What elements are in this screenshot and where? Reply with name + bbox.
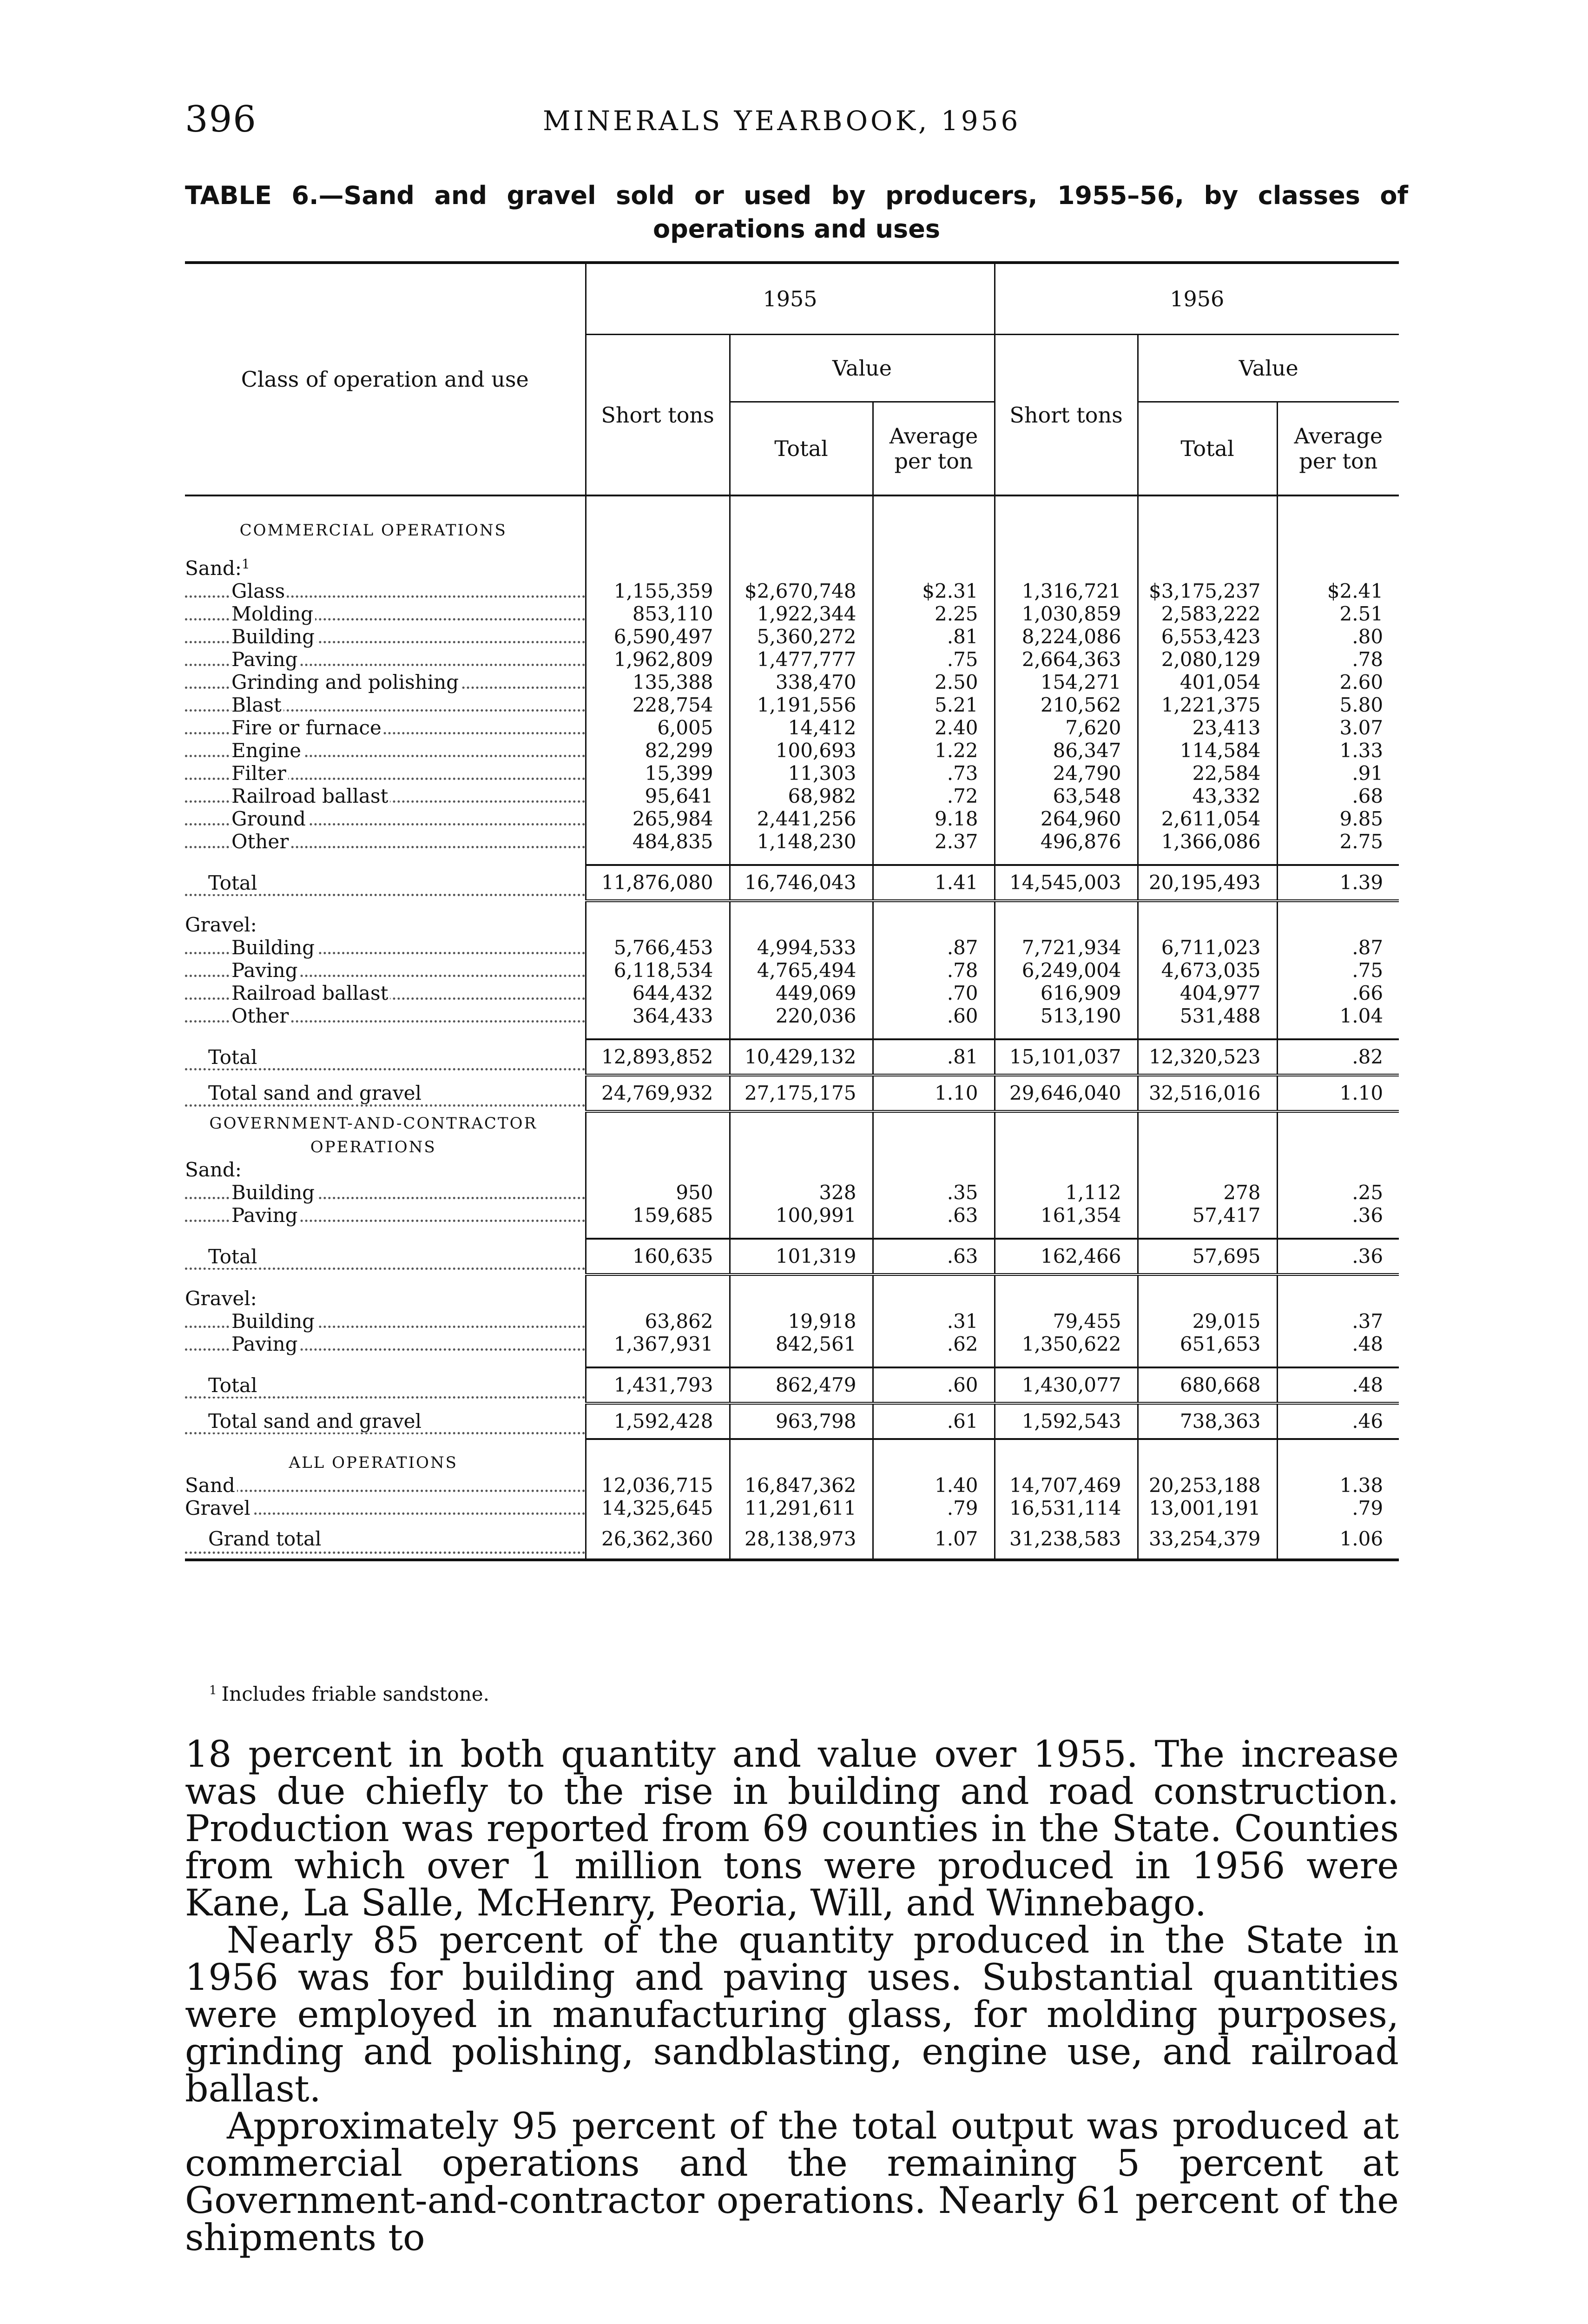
cell-average-per-ton-1955: .60 bbox=[873, 1004, 995, 1027]
cell-average-per-ton-1956: 1.39 bbox=[1277, 865, 1399, 901]
row-label: COMMERCIAL OPERATIONS bbox=[239, 521, 507, 540]
row-label: Paving bbox=[185, 1333, 586, 1355]
table-caption bbox=[185, 179, 1408, 246]
cell-total-value-1956: 32,516,016 bbox=[1138, 1075, 1277, 1111]
cell-short-tons-1955: 265,984 bbox=[586, 807, 730, 830]
cell-average-per-ton-1955: 9.18 bbox=[873, 807, 995, 830]
row-label: GOVERNMENT-AND-CONTRACTOR bbox=[209, 1114, 538, 1133]
table-row bbox=[185, 762, 1399, 785]
cell-average-per-ton-1955: 5.21 bbox=[873, 693, 995, 716]
cell-total-value-1956: $3,175,237 bbox=[1138, 580, 1277, 602]
paragraph: 18 percent in both quantity and value over 1955. The increase was due chiefly to the rise in building and road construction. Production was reported from 69 counties in the State. Counties from which over 1 million tons were produced in 1956 were Kane, La Salle, McHenry, Peoria, Will, and Winnebago. bbox=[185, 1733, 1399, 1924]
cell-short-tons-1955: 135,388 bbox=[586, 671, 730, 693]
cell-total-value-1955: 28,138,973 bbox=[730, 1519, 873, 1560]
cell-total-value-1956: 57,695 bbox=[1138, 1239, 1277, 1274]
cell-short-tons-1956: 79,455 bbox=[995, 1310, 1138, 1333]
cell-total-value-1955: 4,765,494 bbox=[730, 959, 873, 982]
header-value-1956: Value bbox=[1138, 335, 1399, 402]
total-sand-gravel-row bbox=[185, 1075, 1399, 1111]
row-label: Total bbox=[185, 1039, 586, 1075]
row-label: Other bbox=[185, 830, 586, 853]
cell-total-value-1955: 10,429,132 bbox=[730, 1039, 873, 1075]
row-label: Building bbox=[185, 936, 586, 959]
table-row bbox=[185, 716, 1399, 739]
cell-average-per-ton-1955: 2.40 bbox=[873, 716, 995, 739]
cell-total-value-1955: 14,412 bbox=[730, 716, 873, 739]
cell-average-per-ton-1955: 1.10 bbox=[873, 1075, 995, 1111]
row-label: Railroad ballast bbox=[185, 982, 586, 1004]
row-label: Building bbox=[185, 1310, 586, 1333]
cell-average-per-ton-1955: .63 bbox=[873, 1204, 995, 1227]
page-number: 396 bbox=[185, 99, 257, 140]
group-label-sand bbox=[185, 553, 1399, 580]
table-caption-line2: operations and uses bbox=[653, 214, 940, 244]
cell-average-per-ton-1956: 1.33 bbox=[1277, 739, 1399, 762]
table-row bbox=[185, 807, 1399, 830]
cell-average-per-ton-1956: 1.10 bbox=[1277, 1075, 1399, 1111]
cell-average-per-ton-1955: .73 bbox=[873, 762, 995, 785]
cell-total-value-1956: 6,553,423 bbox=[1138, 625, 1277, 648]
total-row bbox=[185, 1039, 1399, 1075]
table-row bbox=[185, 785, 1399, 807]
table-row bbox=[185, 959, 1399, 982]
cell-short-tons-1955: 950 bbox=[586, 1181, 730, 1204]
cell-average-per-ton-1955: .87 bbox=[873, 936, 995, 959]
cell-average-per-ton-1956: .25 bbox=[1277, 1181, 1399, 1204]
header-total-1955: Total bbox=[730, 402, 873, 496]
cell-total-value-1955: 328 bbox=[730, 1181, 873, 1204]
table-row bbox=[185, 625, 1399, 648]
cell-short-tons-1955: 82,299 bbox=[586, 739, 730, 762]
table-caption-line1: TABLE 6.—Sand and gravel sold or used by producers, 1955–56, by classes of bbox=[185, 181, 1408, 210]
cell-short-tons-1956: 154,271 bbox=[995, 671, 1138, 693]
cell-total-value-1956: 6,711,023 bbox=[1138, 936, 1277, 959]
cell-short-tons-1956: 86,347 bbox=[995, 739, 1138, 762]
cell-short-tons-1956: 7,620 bbox=[995, 716, 1138, 739]
cell-total-value-1955: 100,991 bbox=[730, 1204, 873, 1227]
row-label: Fire or furnace bbox=[185, 716, 586, 739]
cell-total-value-1956: 13,001,191 bbox=[1138, 1497, 1277, 1519]
cell-short-tons-1955: 11,876,080 bbox=[586, 865, 730, 901]
group-label-gravel bbox=[185, 1287, 1399, 1310]
cell-total-value-1956: 1,221,375 bbox=[1138, 693, 1277, 716]
cell-short-tons-1956: 1,592,543 bbox=[995, 1403, 1138, 1439]
row-label: Total bbox=[185, 1367, 586, 1403]
cell-total-value-1955: 27,175,175 bbox=[730, 1075, 873, 1111]
cell-average-per-ton-1956: .36 bbox=[1277, 1239, 1399, 1274]
table-footnote: $^1$ Includes friable sandstone. bbox=[209, 1683, 489, 1705]
cell-average-per-ton-1956: .48 bbox=[1277, 1333, 1399, 1355]
cell-short-tons-1956: 24,790 bbox=[995, 762, 1138, 785]
row-label: Grinding and polishing bbox=[185, 671, 586, 693]
cell-total-value-1956: 33,254,379 bbox=[1138, 1519, 1277, 1560]
cell-average-per-ton-1956: .78 bbox=[1277, 648, 1399, 671]
row-label: Paving bbox=[185, 1204, 586, 1227]
cell-average-per-ton-1956: 9.85 bbox=[1277, 807, 1399, 830]
row-label: Blast bbox=[185, 693, 586, 716]
row-label: Ground bbox=[185, 807, 586, 830]
cell-total-value-1955: 963,798 bbox=[730, 1403, 873, 1439]
row-label: Sand: bbox=[185, 1158, 242, 1181]
cell-average-per-ton-1956: 5.80 bbox=[1277, 693, 1399, 716]
cell-short-tons-1955: 1,431,793 bbox=[586, 1367, 730, 1403]
row-label: Total bbox=[185, 1239, 586, 1274]
cell-total-value-1955: 5,360,272 bbox=[730, 625, 873, 648]
cell-total-value-1956: 680,668 bbox=[1138, 1367, 1277, 1403]
cell-average-per-ton-1956: 1.38 bbox=[1277, 1474, 1399, 1497]
cell-total-value-1956: 43,332 bbox=[1138, 785, 1277, 807]
cell-average-per-ton-1955: .70 bbox=[873, 982, 995, 1004]
cell-short-tons-1956: 8,224,086 bbox=[995, 625, 1138, 648]
cell-total-value-1956: 1,366,086 bbox=[1138, 830, 1277, 853]
cell-total-value-1956: 57,417 bbox=[1138, 1204, 1277, 1227]
cell-short-tons-1955: 24,769,932 bbox=[586, 1075, 730, 1111]
cell-total-value-1956: 20,195,493 bbox=[1138, 865, 1277, 901]
cell-short-tons-1955: 1,367,931 bbox=[586, 1333, 730, 1355]
cell-total-value-1956: 29,015 bbox=[1138, 1310, 1277, 1333]
cell-average-per-ton-1956: .82 bbox=[1277, 1039, 1399, 1075]
cell-average-per-ton-1955: .60 bbox=[873, 1367, 995, 1403]
cell-average-per-ton-1955: 1.07 bbox=[873, 1519, 995, 1560]
cell-short-tons-1956: 210,562 bbox=[995, 693, 1138, 716]
cell-total-value-1955: 4,994,533 bbox=[730, 936, 873, 959]
cell-short-tons-1956: 1,350,622 bbox=[995, 1333, 1138, 1355]
paragraph: Nearly 85 percent of the quantity produced in the State in 1956 was for building and paving uses. Substantial quantities were employed in manufacturing glass, for molding purposes, grinding and polishing, sandblasting, engine use, and railroad ballast. bbox=[185, 1919, 1399, 2110]
cell-average-per-ton-1956: .46 bbox=[1277, 1403, 1399, 1439]
row-label: Sand:$^1$ bbox=[185, 556, 250, 580]
row-label: Paving bbox=[185, 648, 586, 671]
cell-short-tons-1956: 496,876 bbox=[995, 830, 1138, 853]
group-label-sand bbox=[185, 1158, 1399, 1181]
section-government-line1 bbox=[185, 1111, 1399, 1136]
cell-short-tons-1956: 1,030,859 bbox=[995, 602, 1138, 625]
table-row bbox=[185, 580, 1399, 602]
cell-total-value-1955: 100,693 bbox=[730, 739, 873, 762]
header-average-1956: Average per ton bbox=[1277, 402, 1399, 496]
table-row bbox=[185, 671, 1399, 693]
table-row bbox=[185, 1004, 1399, 1027]
header-average-1955: Average per ton bbox=[873, 402, 995, 496]
page-header-title: MINERALS YEARBOOK, 1956 bbox=[543, 105, 1021, 137]
row-label: Total sand and gravel bbox=[185, 1403, 586, 1439]
row-label: Filter bbox=[185, 762, 586, 785]
cell-short-tons-1955: 1,592,428 bbox=[586, 1403, 730, 1439]
cell-average-per-ton-1956: 3.07 bbox=[1277, 716, 1399, 739]
cell-short-tons-1956: 1,316,721 bbox=[995, 580, 1138, 602]
paragraph: Approximately 95 percent of the total output was produced at commercial operations and the remaining 5 percent at Government-and-contractor operations. Nearly 61 percent of the shipments to bbox=[185, 2105, 1399, 2259]
cell-total-value-1956: 114,584 bbox=[1138, 739, 1277, 762]
cell-short-tons-1956: 2,664,363 bbox=[995, 648, 1138, 671]
cell-average-per-ton-1955: .81 bbox=[873, 1039, 995, 1075]
grand-total-row bbox=[185, 1519, 1399, 1560]
group-label-gravel bbox=[185, 913, 1399, 936]
cell-short-tons-1956: 6,249,004 bbox=[995, 959, 1138, 982]
table-row bbox=[185, 693, 1399, 716]
cell-total-value-1955: 2,441,256 bbox=[730, 807, 873, 830]
cell-short-tons-1955: 95,641 bbox=[586, 785, 730, 807]
cell-short-tons-1955: 6,005 bbox=[586, 716, 730, 739]
cell-total-value-1956: 4,673,035 bbox=[1138, 959, 1277, 982]
cell-total-value-1955: 338,470 bbox=[730, 671, 873, 693]
cell-average-per-ton-1955: .62 bbox=[873, 1333, 995, 1355]
row-label: Gravel bbox=[185, 1497, 586, 1519]
cell-short-tons-1956: 161,354 bbox=[995, 1204, 1138, 1227]
cell-total-value-1956: 22,584 bbox=[1138, 762, 1277, 785]
table-row bbox=[185, 1181, 1399, 1204]
cell-short-tons-1956: 16,531,114 bbox=[995, 1497, 1138, 1519]
cell-total-value-1956: 401,054 bbox=[1138, 671, 1277, 693]
cell-average-per-ton-1955: .79 bbox=[873, 1497, 995, 1519]
cell-total-value-1955: 101,319 bbox=[730, 1239, 873, 1274]
cell-total-value-1955: 220,036 bbox=[730, 1004, 873, 1027]
cell-short-tons-1955: 644,432 bbox=[586, 982, 730, 1004]
table-row bbox=[185, 1497, 1399, 1519]
cell-total-value-1955: 68,982 bbox=[730, 785, 873, 807]
cell-total-value-1955: 1,148,230 bbox=[730, 830, 873, 853]
row-label: Building bbox=[185, 625, 586, 648]
cell-average-per-ton-1955: 2.25 bbox=[873, 602, 995, 625]
cell-short-tons-1956: 15,101,037 bbox=[995, 1039, 1138, 1075]
body-text bbox=[185, 1733, 1399, 2259]
cell-average-per-ton-1956: 2.60 bbox=[1277, 671, 1399, 693]
cell-average-per-ton-1955: 2.50 bbox=[873, 671, 995, 693]
cell-average-per-ton-1956: .87 bbox=[1277, 936, 1399, 959]
table-row bbox=[185, 1204, 1399, 1227]
cell-average-per-ton-1955: .81 bbox=[873, 625, 995, 648]
row-label: Total sand and gravel bbox=[185, 1075, 586, 1111]
cell-short-tons-1955: 14,325,645 bbox=[586, 1497, 730, 1519]
cell-average-per-ton-1956: .91 bbox=[1277, 762, 1399, 785]
sand-gravel-table bbox=[185, 261, 1399, 1561]
cell-average-per-ton-1956: 1.06 bbox=[1277, 1519, 1399, 1560]
cell-short-tons-1955: 1,155,359 bbox=[586, 580, 730, 602]
cell-short-tons-1955: 6,118,534 bbox=[586, 959, 730, 982]
cell-average-per-ton-1955: .35 bbox=[873, 1181, 995, 1204]
table-row bbox=[185, 648, 1399, 671]
row-label: Total bbox=[185, 865, 586, 901]
cell-average-per-ton-1955: $2.31 bbox=[873, 580, 995, 602]
section-commercial-operations bbox=[185, 519, 1399, 541]
table-row bbox=[185, 602, 1399, 625]
cell-average-per-ton-1956: $2.41 bbox=[1277, 580, 1399, 602]
total-row bbox=[185, 1239, 1399, 1274]
cell-total-value-1955: 19,918 bbox=[730, 1310, 873, 1333]
header-year-1956: 1956 bbox=[995, 263, 1399, 335]
cell-total-value-1955: 862,479 bbox=[730, 1367, 873, 1403]
cell-short-tons-1955: 26,362,360 bbox=[586, 1519, 730, 1560]
cell-average-per-ton-1955: .78 bbox=[873, 959, 995, 982]
cell-average-per-ton-1956: .48 bbox=[1277, 1367, 1399, 1403]
table-row bbox=[185, 1310, 1399, 1333]
cell-total-value-1956: 20,253,188 bbox=[1138, 1474, 1277, 1497]
total-sand-gravel-row bbox=[185, 1403, 1399, 1439]
row-label: Grand total bbox=[185, 1519, 586, 1560]
cell-short-tons-1955: 5,766,453 bbox=[586, 936, 730, 959]
cell-short-tons-1956: 264,960 bbox=[995, 807, 1138, 830]
row-label: OPERATIONS bbox=[310, 1137, 436, 1156]
cell-average-per-ton-1956: 2.51 bbox=[1277, 602, 1399, 625]
cell-short-tons-1955: 12,036,715 bbox=[586, 1474, 730, 1497]
cell-short-tons-1955: 6,590,497 bbox=[586, 625, 730, 648]
cell-short-tons-1956: 616,909 bbox=[995, 982, 1138, 1004]
cell-total-value-1956: 278 bbox=[1138, 1181, 1277, 1204]
cell-short-tons-1955: 160,635 bbox=[586, 1239, 730, 1274]
cell-average-per-ton-1955: .75 bbox=[873, 648, 995, 671]
cell-short-tons-1955: 63,862 bbox=[586, 1310, 730, 1333]
cell-average-per-ton-1955: 2.37 bbox=[873, 830, 995, 853]
cell-average-per-ton-1955: .63 bbox=[873, 1239, 995, 1274]
row-label: Glass bbox=[185, 580, 586, 602]
row-label: Gravel: bbox=[185, 913, 257, 936]
cell-total-value-1955: 1,922,344 bbox=[730, 602, 873, 625]
cell-total-value-1955: 16,847,362 bbox=[730, 1474, 873, 1497]
table-row bbox=[185, 830, 1399, 853]
header-short-tons-1956: Short tons bbox=[995, 335, 1138, 496]
row-label: Building bbox=[185, 1181, 586, 1204]
cell-total-value-1956: 531,488 bbox=[1138, 1004, 1277, 1027]
cell-short-tons-1956: 7,721,934 bbox=[995, 936, 1138, 959]
cell-short-tons-1956: 29,646,040 bbox=[995, 1075, 1138, 1111]
cell-short-tons-1955: 159,685 bbox=[586, 1204, 730, 1227]
cell-total-value-1956: 651,653 bbox=[1138, 1333, 1277, 1355]
cell-total-value-1955: $2,670,748 bbox=[730, 580, 873, 602]
cell-short-tons-1956: 63,548 bbox=[995, 785, 1138, 807]
header-class-of-operation: Class of operation and use bbox=[241, 367, 529, 392]
section-all-operations bbox=[185, 1451, 1399, 1474]
table-row bbox=[185, 982, 1399, 1004]
header-year-1955: 1955 bbox=[586, 263, 995, 335]
footnote-mark: 1 bbox=[241, 556, 250, 572]
table-body bbox=[185, 495, 1399, 1560]
cell-average-per-ton-1956: .36 bbox=[1277, 1204, 1399, 1227]
cell-average-per-ton-1955: 1.40 bbox=[873, 1474, 995, 1497]
row-label: Engine bbox=[185, 739, 586, 762]
cell-average-per-ton-1956: .79 bbox=[1277, 1497, 1399, 1519]
row-label: ALL OPERATIONS bbox=[289, 1453, 458, 1472]
cell-total-value-1955: 1,191,556 bbox=[730, 693, 873, 716]
cell-short-tons-1955: 228,754 bbox=[586, 693, 730, 716]
cell-total-value-1956: 2,583,222 bbox=[1138, 602, 1277, 625]
row-label: Molding bbox=[185, 602, 586, 625]
cell-average-per-ton-1956: .75 bbox=[1277, 959, 1399, 982]
cell-short-tons-1956: 162,466 bbox=[995, 1239, 1138, 1274]
row-label: Sand bbox=[185, 1474, 586, 1497]
cell-average-per-ton-1955: .72 bbox=[873, 785, 995, 807]
header-total-1956: Total bbox=[1138, 402, 1277, 496]
cell-short-tons-1955: 15,399 bbox=[586, 762, 730, 785]
cell-short-tons-1956: 513,190 bbox=[995, 1004, 1138, 1027]
row-label: Other bbox=[185, 1004, 586, 1027]
cell-short-tons-1955: 364,433 bbox=[586, 1004, 730, 1027]
cell-average-per-ton-1956: .66 bbox=[1277, 982, 1399, 1004]
cell-total-value-1956: 23,413 bbox=[1138, 716, 1277, 739]
cell-short-tons-1955: 484,835 bbox=[586, 830, 730, 853]
cell-total-value-1956: 2,080,129 bbox=[1138, 648, 1277, 671]
cell-short-tons-1955: 12,893,852 bbox=[586, 1039, 730, 1075]
header-short-tons-1955: Short tons bbox=[586, 335, 730, 496]
row-label: Paving bbox=[185, 959, 586, 982]
cell-total-value-1956: 2,611,054 bbox=[1138, 807, 1277, 830]
cell-average-per-ton-1956: 1.04 bbox=[1277, 1004, 1399, 1027]
cell-average-per-ton-1956: 2.75 bbox=[1277, 830, 1399, 853]
cell-total-value-1955: 842,561 bbox=[730, 1333, 873, 1355]
table-row bbox=[185, 1333, 1399, 1355]
cell-total-value-1955: 449,069 bbox=[730, 982, 873, 1004]
section-government-line2 bbox=[185, 1136, 1399, 1158]
row-label: Railroad ballast bbox=[185, 785, 586, 807]
cell-short-tons-1956: 14,707,469 bbox=[995, 1474, 1138, 1497]
total-row bbox=[185, 865, 1399, 901]
cell-short-tons-1956: 31,238,583 bbox=[995, 1519, 1138, 1560]
cell-average-per-ton-1956: .80 bbox=[1277, 625, 1399, 648]
cell-total-value-1956: 12,320,523 bbox=[1138, 1039, 1277, 1075]
cell-short-tons-1956: 1,430,077 bbox=[995, 1367, 1138, 1403]
cell-average-per-ton-1956: .68 bbox=[1277, 785, 1399, 807]
row-label: Gravel: bbox=[185, 1287, 257, 1310]
cell-total-value-1956: 404,977 bbox=[1138, 982, 1277, 1004]
cell-average-per-ton-1955: 1.22 bbox=[873, 739, 995, 762]
header-value-1955: Value bbox=[730, 335, 995, 402]
cell-average-per-ton-1956: .37 bbox=[1277, 1310, 1399, 1333]
cell-average-per-ton-1955: 1.41 bbox=[873, 865, 995, 901]
table-row bbox=[185, 936, 1399, 959]
table-row bbox=[185, 1474, 1399, 1497]
cell-average-per-ton-1955: .61 bbox=[873, 1403, 995, 1439]
cell-total-value-1955: 11,291,611 bbox=[730, 1497, 873, 1519]
cell-short-tons-1955: 853,110 bbox=[586, 602, 730, 625]
cell-short-tons-1955: 1,962,809 bbox=[586, 648, 730, 671]
cell-total-value-1955: 11,303 bbox=[730, 762, 873, 785]
total-row bbox=[185, 1367, 1399, 1403]
cell-total-value-1955: 1,477,777 bbox=[730, 648, 873, 671]
running-head bbox=[185, 99, 1398, 150]
cell-total-value-1956: 738,363 bbox=[1138, 1403, 1277, 1439]
cell-short-tons-1956: 1,112 bbox=[995, 1181, 1138, 1204]
table-row bbox=[185, 739, 1399, 762]
cell-average-per-ton-1955: .31 bbox=[873, 1310, 995, 1333]
cell-short-tons-1956: 14,545,003 bbox=[995, 865, 1138, 901]
cell-total-value-1955: 16,746,043 bbox=[730, 865, 873, 901]
